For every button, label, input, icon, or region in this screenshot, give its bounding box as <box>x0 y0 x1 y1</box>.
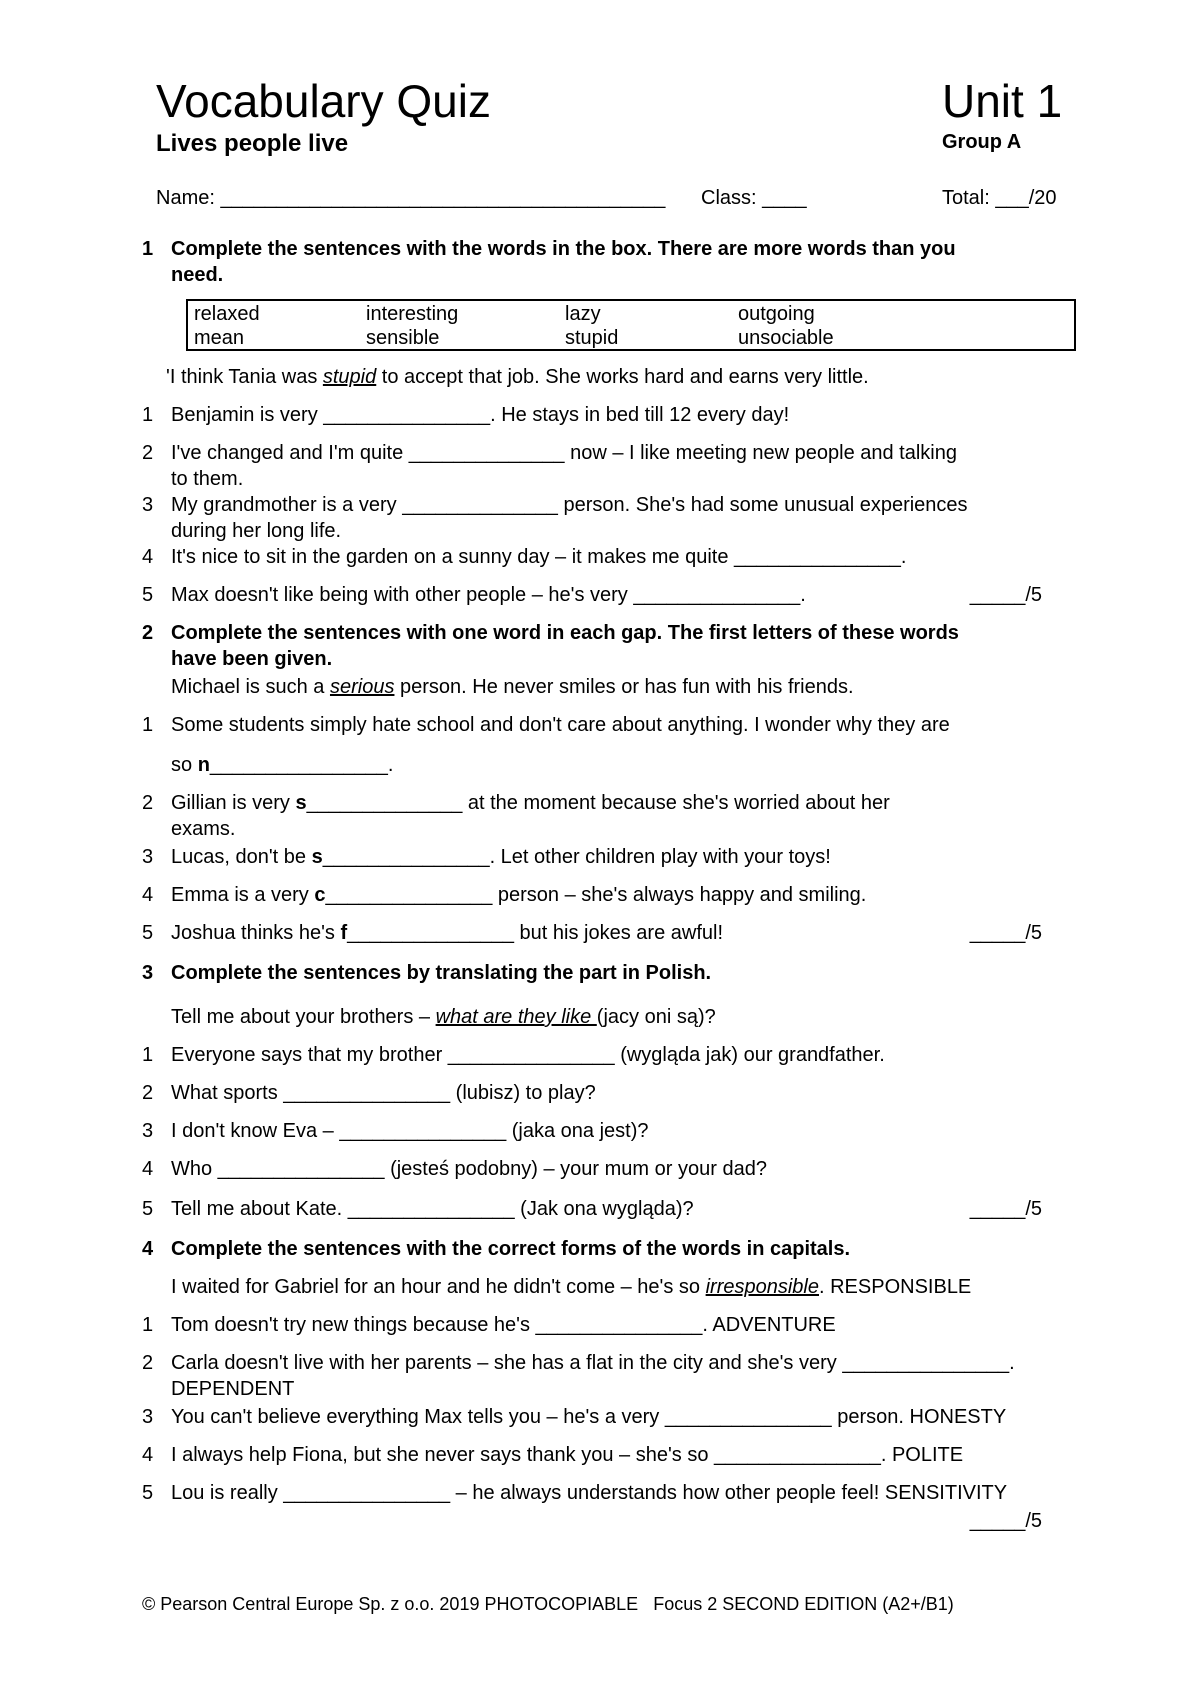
unit-label: Unit 1 <box>942 75 1063 127</box>
edition: Focus 2 SECOND EDITION (A2+/B1) <box>653 1594 954 1614</box>
item-number: 4 <box>142 1158 154 1180</box>
exercise-3-item[interactable]: I don't know Eva – _______________ (jaka ona jest)? <box>171 1120 649 1142</box>
item-number: 5 <box>142 584 154 606</box>
total-max: /20 <box>1028 187 1057 209</box>
item-number: 3 <box>142 846 154 868</box>
exercise-3-item[interactable]: What sports _______________ (lubisz) to play? <box>171 1082 596 1104</box>
name-field[interactable]: ________________________________________ <box>220 187 666 209</box>
example-answer: irresponsible <box>705 1276 819 1298</box>
exercise-1-example: 'I think Tania was stupid to accept that job. She works hard and earns very little. <box>166 366 869 388</box>
word-box-item: outgoing <box>738 303 815 325</box>
item-number: 1 <box>142 404 154 426</box>
exercise-4-item[interactable]: I always help Fiona, but she never says thank you – she's so _______________. POLITE <box>171 1444 964 1466</box>
exercise-1-item[interactable]: I've changed and I'm quite ______________ now – I like meeting new people and talking <box>171 442 957 464</box>
exercise-3-example: Tell me about your brothers – what are they like (jacy oni są)? <box>171 1006 716 1028</box>
exercise-2-item-cont[interactable]: so n________________. <box>171 754 394 776</box>
footer <box>142 1594 954 1615</box>
word-box-item: unsociable <box>738 327 834 349</box>
exercise-1-item[interactable]: My grandmother is a very ______________ person. She's had some unusual experiences <box>171 494 968 516</box>
word-box-item: stupid <box>565 327 619 349</box>
first-letter: f <box>340 922 348 944</box>
exercise-1-item-cont: to them. <box>171 468 244 490</box>
page-subtitle: Lives people live <box>156 130 349 157</box>
item-number: 2 <box>142 792 154 814</box>
item-number: 4 <box>142 884 154 906</box>
exercise-2-instruction-cont: have been given. <box>171 648 333 670</box>
exercise-4-item[interactable]: Carla doesn't live with her parents – she has a flat in the city and she's very _______________. <box>171 1352 1015 1374</box>
class-field[interactable]: ____ <box>762 187 807 209</box>
total-label: Total: <box>942 187 990 209</box>
exercise-1-instruction-cont: need. <box>171 264 224 286</box>
example-mark: ' <box>166 366 170 388</box>
item-number: 3 <box>142 1120 154 1142</box>
item-number: 2 <box>142 442 154 464</box>
example-answer: stupid <box>322 366 377 388</box>
total-field[interactable]: ___ <box>995 187 1029 209</box>
exercise-4-item[interactable]: Tom doesn't try new things because he's _______________. ADVENTURE <box>171 1314 836 1336</box>
exercise-3-score[interactable]: _____/5 <box>969 1198 1042 1220</box>
exercise-4-score[interactable]: _____/5 <box>969 1510 1042 1532</box>
exercise-1-number: 1 <box>142 238 154 260</box>
exercise-2-item[interactable]: Lucas, don't be s_______________. Let other children play with your toys! <box>171 846 831 868</box>
page-title: Vocabulary Quiz <box>156 75 491 127</box>
exercise-1-item[interactable]: Benjamin is very _______________. He stays in bed till 12 every day! <box>171 404 790 426</box>
word-box-item: relaxed <box>194 303 260 325</box>
exercise-2-example: Michael is such a serious person. He never smiles or has fun with his friends. <box>171 676 854 698</box>
exercise-4-number: 4 <box>142 1238 154 1260</box>
class-row <box>701 185 807 211</box>
exercise-1-score[interactable]: _____/5 <box>969 584 1042 606</box>
total-row <box>942 185 1057 211</box>
word-box-item: interesting <box>366 303 459 325</box>
exercise-4-instruction: Complete the sentences with the correct forms of the words in capitals. <box>171 1238 851 1260</box>
class-label: Class: <box>701 187 757 209</box>
exercise-2-score[interactable]: _____/5 <box>969 922 1042 944</box>
item-number: 2 <box>142 1082 154 1104</box>
copyright: © Pearson Central Europe Sp. z o.o. 2019 PHOTOCOPIABLE <box>142 1594 639 1614</box>
example-answer: serious <box>329 676 395 698</box>
item-number: 2 <box>142 1352 154 1374</box>
item-number: 4 <box>142 1444 154 1466</box>
name-row <box>156 185 665 211</box>
first-letter: c <box>314 884 326 906</box>
item-number: 3 <box>142 494 154 516</box>
exercise-1-item[interactable]: It's nice to sit in the garden on a sunny day – it makes me quite _______________. <box>171 546 907 568</box>
exercise-4-item[interactable]: Lou is really _______________ – he always understands how other people feel! SENSITIVITY <box>171 1482 1008 1504</box>
exercise-3-number: 3 <box>142 962 154 984</box>
item-number: 5 <box>142 922 154 944</box>
first-letter: s <box>311 846 323 868</box>
exercise-2-item-cont: exams. <box>171 818 236 840</box>
group-label: Group A <box>942 131 1022 153</box>
example-answer: what are they like <box>435 1006 597 1028</box>
exercise-2-item[interactable]: Emma is a very c_______________ person – she's always happy and smiling. <box>171 884 867 906</box>
first-letter: n <box>197 754 210 776</box>
item-number: 1 <box>142 1044 154 1066</box>
name-label: Name: <box>156 187 215 209</box>
word-box-item: mean <box>194 327 245 349</box>
exercise-2-item[interactable]: Joshua thinks he's f_______________ but his jokes are awful! <box>171 922 723 944</box>
exercise-4-example: I waited for Gabriel for an hour and he didn't come – he's so irresponsible. RESPONSIBLE <box>171 1276 972 1298</box>
exercise-1-instruction: Complete the sentences with the words in the box. There are more words than you <box>171 238 956 260</box>
exercise-2-item: Some students simply hate school and don't care about anything. I wonder why they are <box>171 714 950 736</box>
exercise-1-item-cont: during her long life. <box>171 520 342 542</box>
word-box-item: sensible <box>366 327 440 349</box>
item-number: 1 <box>142 714 154 736</box>
item-number: 4 <box>142 546 154 568</box>
exercise-4-item-cont: DEPENDENT <box>171 1378 295 1400</box>
exercise-2-item[interactable]: Gillian is very s______________ at the moment because she's worried about her <box>171 792 890 814</box>
item-number: 3 <box>142 1406 154 1428</box>
item-number: 5 <box>142 1198 154 1220</box>
word-box-item: lazy <box>565 303 601 325</box>
exercise-1-item[interactable]: Max doesn't like being with other people – he's very _______________. <box>171 584 806 606</box>
word-box <box>186 299 1076 351</box>
item-number: 5 <box>142 1482 154 1504</box>
exercise-2-number: 2 <box>142 622 154 644</box>
item-number: 1 <box>142 1314 154 1336</box>
exercise-3-item[interactable]: Who _______________ (jesteś podobny) – your mum or your dad? <box>171 1158 767 1180</box>
first-letter: s <box>295 792 307 814</box>
exercise-3-item[interactable]: Tell me about Kate. _______________ (Jak ona wygląda)? <box>171 1198 694 1220</box>
exercise-4-item[interactable]: You can't believe everything Max tells you – he's a very _______________ person. HONESTY <box>171 1406 1007 1428</box>
exercise-2-instruction: Complete the sentences with one word in each gap. The first letters of these words <box>171 622 959 644</box>
exercise-3-item[interactable]: Everyone says that my brother _______________ (wygląda jak) our grandfather. <box>171 1044 885 1066</box>
exercise-3-instruction: Complete the sentences by translating the part in Polish. <box>171 962 712 984</box>
